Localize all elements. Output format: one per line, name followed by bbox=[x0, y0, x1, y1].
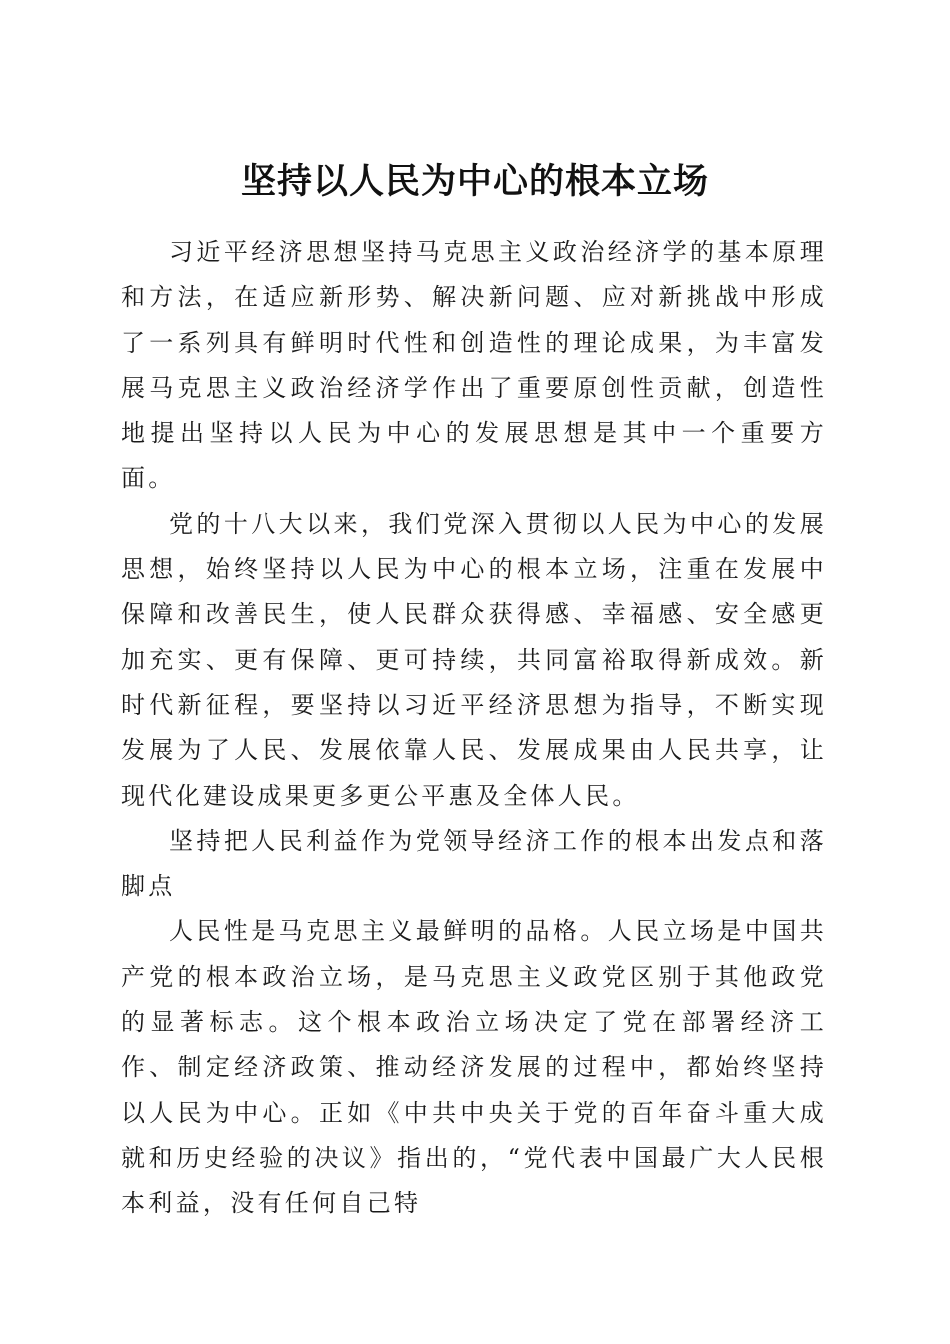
document-body bbox=[121, 230, 827, 1227]
paragraph-since-18th-congress: 党的十八大以来，我们党深入贯彻以人民为中心的发展思想，始终坚持以人民为中心的根本立场，注重在发展中保障和改善民生，使人民群众获得感、幸福感、安全感更加充实、更有保障、更可持续，共同富裕取得新成效。新时代新征程，要坚持以习近平经济思想为指导，不断实现发展为了人民、发展依靠人民、发展成果由人民共享，让现代化建设成果更多更公平惠及全体人民。 bbox=[121, 509, 827, 810]
paragraph-intro: 习近平经济思想坚持马克思主义政治经济学的基本原理和方法，在适应新形势、解决新问题、应对新挑战中形成了一系列具有鲜明时代性和创造性的理论成果，为丰富发展马克思主义政治经济学作出了重要原创性贡献，创造性地提出坚持以人民为中心的发展思想是其中一个重要方面。 bbox=[121, 238, 827, 493]
document-title: 坚持以人民为中心的根本立场 bbox=[240, 161, 709, 203]
paragraph-people-nature: 人民性是马克思主义最鲜明的品格。人民立场是中国共产党的根本政治立场，是马克思主义政党区别于其他政党的显著标志。这个根本政治立场决定了党在部署经济工作、制定经济政策、推动经济发展的过程中，都始终坚持以人民为中心。正如《中共中央关于党的百年奋斗重大成就和历史经验的决议》指出的，“党代表中国最广大人民根本利益，没有任何自己特 bbox=[121, 917, 827, 1218]
section-heading-people-interest: 坚持把人民利益作为党领导经济工作的根本出发点和落脚点 bbox=[121, 826, 827, 901]
